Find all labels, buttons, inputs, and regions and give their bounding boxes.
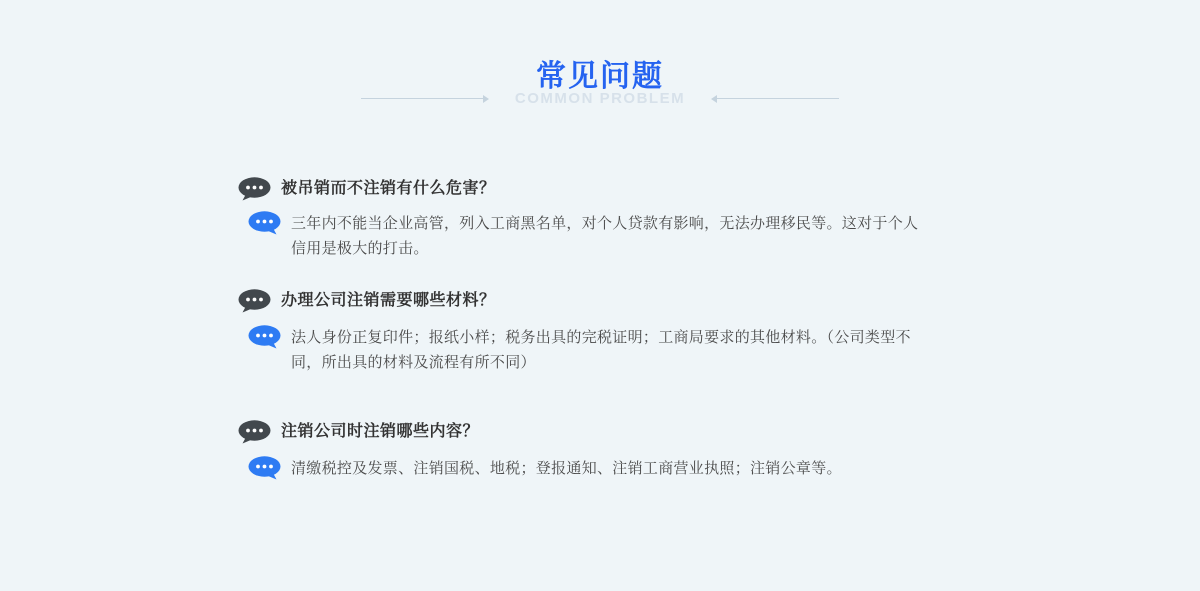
question-text: 办理公司注销需要哪些材料？ xyxy=(281,292,496,309)
answer-row xyxy=(248,211,931,261)
question-row xyxy=(238,177,496,201)
answer-row xyxy=(248,325,931,375)
question-row xyxy=(238,289,496,313)
arrow-right-icon xyxy=(483,95,489,103)
question-bubble-icon xyxy=(238,289,271,313)
answer-bubble-icon xyxy=(248,325,281,349)
question-bubble-icon xyxy=(238,420,271,444)
section-subtitle-row xyxy=(0,90,1200,107)
answer-text: 法人身份正复印件；报纸小样；税务出具的完税证明；工商局要求的其他材料。（公司类型不同，所出具的材料及流程有所不同） xyxy=(291,329,911,371)
answer-text: 清缴税控及发票、注销国税、地税；登报通知、注销工商营业执照；注销公章等。 xyxy=(291,460,842,477)
question-text: 注销公司时注销哪些内容？ xyxy=(281,423,480,440)
question-bubble-icon xyxy=(238,177,271,201)
decorative-line-right xyxy=(711,94,839,103)
page-title: 常见问题 xyxy=(536,60,664,93)
answer-bubble-icon xyxy=(248,211,281,235)
page-subtitle: COMMON PROBLEM xyxy=(514,90,686,107)
answer-text: 三年内不能当企业高管，列入工商黑名单，对个人贷款有影响，无法办理移民等。这对于个人信用是极大的打击。 xyxy=(291,215,919,257)
question-row xyxy=(238,420,479,444)
question-text: 被吊销而不注销有什么危害？ xyxy=(281,180,496,197)
answer-bubble-icon xyxy=(248,456,281,480)
decorative-line-left xyxy=(361,94,489,103)
answer-row xyxy=(248,456,931,481)
